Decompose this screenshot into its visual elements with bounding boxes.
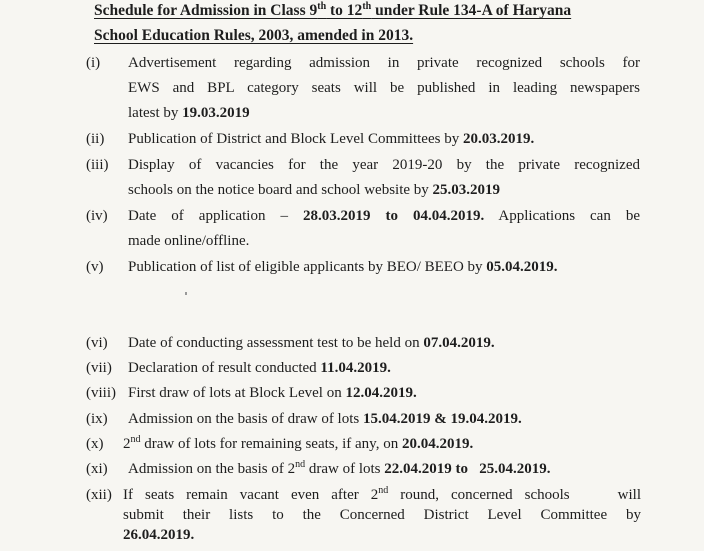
item-line bbox=[128, 331, 640, 356]
item-number: (xi) bbox=[86, 461, 108, 477]
item-text bbox=[128, 127, 640, 152]
item-text bbox=[128, 381, 640, 406]
title-text: under Rule 134-A of Haryana bbox=[371, 2, 572, 19]
item-text bbox=[123, 432, 641, 457]
item-number: (iv) bbox=[86, 208, 108, 224]
item-date: 22.04.2019 to 25.04.2019. bbox=[384, 461, 551, 477]
item-number: (viii) bbox=[86, 385, 116, 401]
item-date: 05.04.2019. bbox=[486, 259, 558, 275]
item-line bbox=[128, 255, 640, 280]
item-line: EWS and BPL category seats will be published in leading newspapers bbox=[128, 80, 640, 96]
item-text-part: Publication of list of eligible applicants by BEO/ BEEO by bbox=[128, 259, 487, 275]
item-text bbox=[128, 153, 640, 203]
title-text: Schedule for Admission in Class 9 bbox=[94, 2, 318, 19]
item-text-part: Admission on the basis of 2 bbox=[128, 461, 296, 477]
item-text bbox=[128, 255, 640, 280]
item-number: (vi) bbox=[86, 335, 108, 351]
item-text-part: Publication of District and Block Level Committees by bbox=[128, 131, 463, 147]
item-date: 12.04.2019. bbox=[345, 385, 417, 401]
item-date: 20.04.2019. bbox=[401, 436, 474, 452]
item-text bbox=[128, 407, 640, 432]
item-date: 20.03.2019. bbox=[462, 131, 535, 147]
item-text-part: First draw of lots at Block Level on bbox=[128, 385, 346, 401]
document-title-line-1 bbox=[94, 2, 571, 20]
item-line bbox=[128, 356, 640, 381]
scan-speck bbox=[185, 292, 187, 295]
item-number: (ix) bbox=[86, 411, 108, 427]
item-line bbox=[128, 407, 640, 432]
item-line bbox=[128, 101, 640, 126]
item-date: 25.03.2019 bbox=[432, 182, 501, 198]
item-text-part: round, concerned schools will bbox=[388, 487, 641, 503]
item-date: 26.04.2019. bbox=[123, 527, 195, 543]
item-line: Display of vacancies for the year 2019-20 by the private recognized bbox=[128, 157, 640, 173]
item-line: made online/offline. bbox=[128, 233, 250, 249]
item-number: (x) bbox=[86, 436, 104, 452]
item-number: (ii) bbox=[86, 131, 105, 147]
item-date: 07.04.2019. bbox=[423, 335, 495, 351]
item-text bbox=[128, 457, 640, 482]
item-text-part: Applications can be bbox=[484, 208, 640, 224]
item-text-part: Declaration of result conducted bbox=[128, 360, 321, 376]
item-number: (xii) bbox=[86, 487, 112, 503]
item-text bbox=[128, 331, 640, 356]
ordinal-superscript: nd bbox=[130, 434, 141, 445]
ordinal-superscript: nd bbox=[378, 485, 389, 496]
item-text-part: Date of conducting assessment test to be held on bbox=[128, 335, 424, 351]
item-text-part: schools on the notice board and school website by bbox=[128, 182, 433, 198]
item-text-part: Date of application – bbox=[128, 208, 303, 224]
document-title-line-2: School Education Rules, 2003, amended in 2013. bbox=[94, 27, 414, 44]
item-text bbox=[128, 204, 640, 254]
item-text bbox=[123, 485, 641, 545]
item-date: 15.04.2019 & 19.04.2019. bbox=[362, 411, 522, 427]
title-text: to 12 bbox=[326, 2, 363, 19]
item-line bbox=[123, 485, 641, 505]
item-number: (vii) bbox=[86, 360, 112, 376]
item-line bbox=[128, 204, 640, 229]
item-date: 11.04.2019. bbox=[320, 360, 391, 376]
item-line bbox=[123, 525, 641, 545]
item-line bbox=[128, 178, 640, 203]
title-superscript: th bbox=[317, 0, 327, 12]
item-line bbox=[128, 127, 640, 152]
item-text bbox=[128, 51, 640, 126]
item-text-part: Admission on the basis of draw of lots bbox=[128, 411, 363, 427]
item-text-part: draw of lots bbox=[305, 461, 385, 477]
item-date: 19.03.2019 bbox=[182, 105, 250, 121]
item-line bbox=[128, 381, 640, 406]
item-number: (v) bbox=[86, 259, 104, 275]
item-text bbox=[128, 356, 640, 381]
item-text-part: If seats remain vacant even after 2 bbox=[123, 487, 379, 503]
ordinal-superscript: nd bbox=[295, 459, 306, 470]
item-line bbox=[128, 457, 640, 482]
item-number: (i) bbox=[86, 55, 101, 71]
title-superscript: th bbox=[362, 0, 372, 12]
item-line bbox=[123, 432, 641, 457]
item-text-part: draw of lots for remaining seats, if any, on bbox=[140, 436, 402, 452]
item-number: (iii) bbox=[86, 157, 109, 173]
item-text-part: 2 bbox=[123, 436, 131, 452]
item-text-part: latest by bbox=[128, 105, 183, 121]
item-date: 28.03.2019 to 04.04.2019. bbox=[302, 208, 485, 224]
item-line: submit their lists to the Concerned District Level Committee by bbox=[123, 507, 641, 523]
item-line: Advertisement regarding admission in private recognized schools for bbox=[128, 55, 640, 71]
